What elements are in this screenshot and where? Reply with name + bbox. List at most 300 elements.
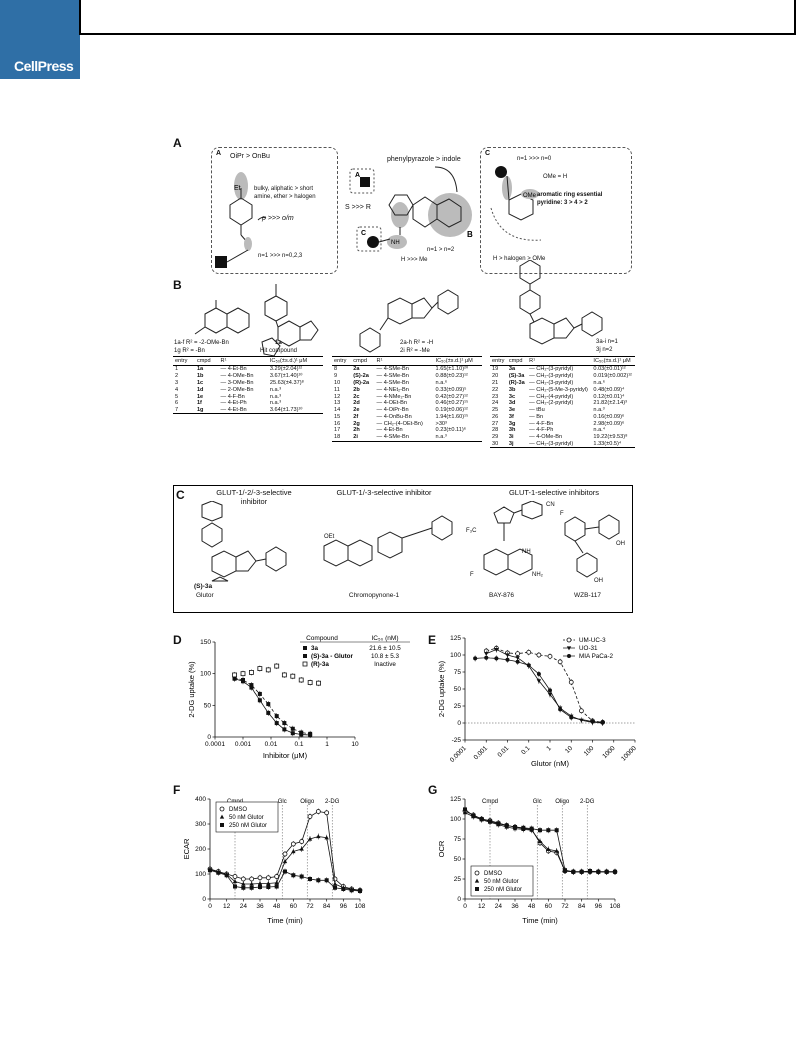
x-tick-label: 48 [528, 903, 536, 910]
table2-row [332, 393, 482, 400]
data-point [538, 828, 542, 832]
data-point [316, 810, 320, 814]
data-point [300, 875, 304, 879]
x-tick-label: 108 [354, 903, 366, 910]
table2-row [332, 380, 482, 387]
table3-row [490, 441, 635, 448]
legend-marker [567, 646, 571, 650]
table1-label-line2: 1g R² = -Bn [174, 348, 205, 354]
injection-label: 2-DG [580, 799, 595, 805]
data-point [484, 656, 488, 660]
y-tick-label: 100 [450, 816, 461, 823]
data-point [291, 842, 295, 846]
table3-cell: n.a.⁶ [593, 379, 606, 386]
data-point [258, 667, 262, 671]
x-tick-label: 0.001 [234, 741, 252, 748]
table2-cell: — 4-SMe-Bn [376, 366, 409, 373]
x-tick-label: 108 [609, 903, 621, 910]
legend-header-compound: Compound [306, 635, 338, 642]
data-point [530, 827, 534, 831]
y-axis-label: 2-DG uptake (%) [437, 660, 446, 718]
panel-label-c: C [176, 488, 185, 502]
table3-cell: — 4-F-Ph [529, 427, 554, 434]
sar-box-c-structure [481, 148, 631, 273]
x-tick-label: 0.0001 [205, 741, 225, 748]
wzb117-sub2: OH [616, 541, 625, 547]
table3-cell: 23 [492, 393, 499, 400]
sar-box-a-sub: Et [234, 185, 241, 192]
data-point [291, 674, 295, 678]
table3-cell: (S)-3a [508, 373, 525, 380]
legend-ic50: 21.6 ± 10.5 [369, 645, 401, 652]
table3-cell: 3j [507, 441, 527, 448]
series-fit [475, 658, 602, 723]
bay876-sub3: CN [546, 502, 555, 508]
table2-row [332, 373, 482, 380]
series-fit [486, 650, 602, 723]
inhibitor-title-glutor: GLUT-1/-2/-3-selective inhibitor [216, 488, 292, 506]
sar-box-c-line4: pyridine: 3 > 4 > 2 [537, 200, 588, 206]
table3-cell: — CH₂-(3-pyridyl) [529, 379, 574, 386]
table3-cell: 3b [508, 386, 516, 393]
x-tick-label: 0.001 [472, 744, 490, 762]
data-point [316, 834, 320, 838]
injection-label: Oligo [300, 799, 315, 805]
table2-label-line1: 2a-h R² = -H [400, 340, 434, 346]
y-axis-label: OCR [437, 840, 446, 858]
data-point [250, 877, 254, 881]
data-point [308, 815, 312, 819]
table1-row [173, 366, 323, 373]
y-tick-label: 50 [203, 702, 211, 710]
y-axis-label: ECAR [182, 838, 191, 860]
x-tick-label: 10 [564, 744, 575, 755]
sar-box-c-tag: C [485, 150, 491, 157]
data-point [579, 709, 583, 713]
x-tick-label: 0.1 [294, 741, 304, 748]
y-tick-label: 300 [195, 821, 206, 828]
data-point [596, 870, 600, 874]
table2-cell: 10 [334, 379, 341, 386]
data-point [308, 877, 312, 881]
x-tick-label: 24 [494, 903, 502, 910]
table1-cell: 1b [196, 373, 204, 380]
sar-center-tag-a: A [355, 172, 361, 179]
table3-cell: 3h [508, 427, 516, 434]
data-point [282, 721, 286, 725]
sar-box-c-line2: OMe = H [543, 174, 568, 180]
injection-label: Glc [277, 799, 287, 805]
data-point [358, 889, 362, 893]
data-point [241, 877, 245, 881]
table3-cell: 3e [508, 407, 516, 414]
table2-cell: 18 [332, 434, 351, 441]
data-point [291, 727, 295, 731]
data-point [591, 720, 595, 724]
y-tick-label: 200 [195, 846, 206, 853]
x-tick-label: 0 [208, 903, 212, 910]
table2-cell: — CH₂-(4-OEt-Bn) [376, 420, 423, 427]
y-tick-label: 100 [200, 670, 211, 678]
table1-cell: — 3-OMe-Bn [220, 379, 254, 386]
wzb117-sub3: OH [594, 578, 603, 584]
data-point [308, 733, 312, 737]
x-tick-label: 96 [594, 903, 602, 910]
table3-cell: — CH₂-(5-Me-3-pyridyl) [529, 386, 588, 393]
legend-ic50: Inactive [374, 661, 396, 668]
data-point [266, 711, 270, 715]
table3-cell: n.a.³ [593, 407, 605, 414]
table3-cell: 0.019(±0.002)¹² [593, 373, 632, 380]
data-point [605, 870, 609, 874]
table2-cell: — 4-SMe-Bn [375, 434, 434, 441]
legend-label: (S)-3a - Glutor [311, 653, 353, 660]
y-tick-label: 125 [450, 796, 461, 803]
table2-row [332, 413, 482, 420]
series-1 [208, 834, 362, 894]
data-point [513, 825, 517, 829]
table2-cell: 8 [334, 366, 338, 373]
table2-cell: (R)-2a [353, 379, 370, 386]
x-tick-label: 60 [544, 903, 552, 910]
table3-row [490, 427, 635, 434]
data-point [249, 670, 253, 674]
table1-cell: 25.63(±4.37)⁸ [269, 379, 304, 386]
chart-e [435, 630, 645, 770]
data-point [601, 720, 605, 724]
table3-cell: — 4-F-Bn [529, 420, 554, 427]
table3-cell: — tBu [529, 407, 545, 414]
sar-center-tag-b: B [467, 230, 473, 239]
table2-cell: — 4-OEt-Bn [376, 400, 408, 407]
table2-cell: n.a.³ [434, 434, 482, 441]
x-axis-label: Time (min) [522, 916, 558, 925]
table2-cell: 2c [353, 393, 360, 400]
x-tick-label: 1 [545, 744, 553, 753]
x-tick-label: 36 [511, 903, 519, 910]
chromopynone-name: Chromopynone-1 [348, 592, 400, 599]
legend-marker [303, 662, 307, 666]
table2-label-line2: 2i R² = -Me [400, 348, 430, 354]
injection-label: Oligo [555, 799, 570, 805]
table3-row [490, 386, 635, 393]
data-point [480, 817, 484, 821]
table2-cell: — 4-OiPr-Bn [376, 407, 409, 414]
table2-row [332, 420, 482, 427]
data-point [291, 873, 295, 877]
sar-box-c [480, 147, 632, 274]
series-fit [235, 678, 311, 734]
table2-cell: — 4-Et-Bn [376, 427, 403, 434]
journal-brand: CellPress [14, 58, 74, 74]
chromopynone-sub: OEt [324, 534, 335, 540]
data-point [496, 822, 500, 826]
table2-row [332, 427, 482, 434]
y-tick-label: 150 [200, 639, 211, 646]
data-point [333, 886, 337, 890]
table2-cell: 12 [334, 393, 341, 400]
table3-row [490, 393, 635, 400]
table1-header: cmpd [195, 357, 219, 366]
glutor-structure [184, 501, 304, 586]
x-tick-label: 0 [463, 903, 467, 910]
y-tick-label: 75 [453, 669, 461, 676]
y-tick-label: 100 [195, 871, 206, 878]
table2-row [332, 407, 482, 414]
table3-cell: 30 [490, 441, 507, 448]
x-tick-label: 10000 [620, 744, 638, 763]
table2-cell: 2b [353, 386, 360, 393]
data-point [563, 868, 567, 872]
y-axis-label: 2-DG uptake (%) [187, 661, 196, 718]
y-tick-label: 0 [202, 896, 206, 903]
x-axis-label: Glutor (nM) [531, 759, 569, 768]
sar-center-line1: phenylpyrazole > indole [387, 156, 461, 163]
y-tick-label: 75 [453, 836, 461, 843]
data-point [537, 672, 541, 676]
table1-cell: 1d [196, 386, 204, 393]
table2-cell: 17 [334, 427, 341, 434]
table3-row [490, 420, 635, 427]
sar-box-a-line4: p >>> o/m [262, 215, 294, 222]
table3-cell: 27 [492, 420, 499, 427]
sar-box-a-tag: A [216, 150, 222, 157]
table1-label-line1: 1a-f R² = -2-OMe-Bn [174, 340, 229, 346]
table1-row [173, 407, 323, 414]
sar-box-c-line1: n=1 >>> n=0 [517, 156, 552, 162]
data-point [241, 886, 245, 890]
table2-cell: 2f [353, 413, 359, 420]
data-point [275, 664, 279, 668]
bay876-sub1: F₃C [466, 528, 477, 534]
table3-cell: 1.33(±0.5)⁴ [591, 441, 635, 448]
legend-label: MIA PaCa-2 [579, 653, 613, 660]
x-tick-label: 100 [582, 744, 596, 758]
table2-row [332, 366, 482, 373]
x-tick-label: 84 [578, 903, 586, 910]
table2-header: entry [332, 357, 351, 366]
y-tick-label: 125 [450, 635, 461, 642]
data-point [258, 692, 262, 696]
series-2 [233, 663, 321, 686]
table3-cell: 0.16(±0.09)⁶ [593, 413, 625, 420]
x-tick-label: 72 [561, 903, 569, 910]
table1-cell: 7 [173, 407, 195, 414]
data-point [283, 852, 287, 856]
table1-row [173, 400, 323, 407]
table2-cell: 2i [351, 434, 374, 441]
table3-cell: 24 [492, 400, 499, 407]
table3-header: entry [490, 357, 507, 366]
chart-g [435, 785, 645, 930]
bay876-sub4: F [470, 572, 474, 578]
data-point [225, 873, 229, 877]
legend-header-ic50: IC₅₀ (nM) [371, 635, 399, 642]
table3-cell: 3g [508, 420, 516, 427]
y-tick-label: 100 [450, 652, 461, 659]
data-point [473, 656, 477, 660]
data-point [521, 826, 525, 830]
data-point [266, 668, 270, 672]
table2-row [332, 400, 482, 407]
data-point [266, 702, 270, 706]
panel-label-e: E [428, 633, 437, 647]
table1-header: entry [173, 357, 195, 366]
legend-marker [303, 654, 307, 658]
table3-cell: 3a [508, 366, 516, 373]
y-tick-label: 25 [453, 876, 461, 883]
table3-cell: 29 [492, 434, 499, 441]
table1-cell: 4 [175, 386, 179, 393]
table2-header: R¹ [375, 357, 434, 366]
table2-cell: 15 [334, 413, 341, 420]
x-tick-label: 1 [325, 741, 329, 748]
series-2 [473, 655, 604, 726]
legend-ic50: 10.8 ± 5.3 [371, 653, 399, 660]
data-point [471, 814, 475, 818]
x-tick-label: 24 [239, 903, 247, 910]
y-tick-label: 0 [457, 720, 461, 727]
table2-cell: (S)-2a [353, 373, 369, 380]
table3-cell: 26 [492, 413, 499, 420]
data-point [569, 716, 573, 720]
table3-cell: — CH₂-(3-pyridyl) [527, 441, 591, 448]
glutor-cpd: (S)-3a [194, 583, 213, 590]
table3-row [490, 400, 635, 407]
table2-cell: 0.23(±0.11)⁶ [435, 427, 467, 434]
data-point [233, 875, 237, 879]
x-axis-label: Inhibitor (μM) [262, 751, 308, 760]
table3-cell: 2.98(±0.09)⁶ [593, 420, 625, 427]
legend-label: 50 nM Glutor [229, 815, 264, 821]
table3-row [490, 434, 635, 441]
table3-cell: 25 [492, 407, 499, 414]
table3-header-row [490, 357, 635, 366]
data-point [325, 811, 329, 815]
legend-label: (R)-3a [311, 661, 329, 668]
table3-cell: 28 [492, 427, 499, 434]
data-point [249, 686, 253, 690]
table2-row [332, 386, 482, 393]
table2-cell: 11 [334, 386, 340, 393]
data-point [527, 663, 531, 667]
data-point [266, 885, 270, 889]
data-point [282, 727, 286, 731]
legend-label: DMSO [484, 871, 502, 877]
y-tick-label: -25 [451, 737, 461, 744]
y-tick-label: 400 [195, 796, 206, 803]
table1-cell: — 4-Et-Bn [220, 366, 247, 373]
table1-cell: 1e [196, 393, 204, 400]
legend-marker [475, 871, 479, 875]
table3-cell: 19.22(±9.53)⁸ [593, 434, 628, 441]
table3-row [490, 413, 635, 420]
data-point [258, 885, 262, 889]
table1-cell: 5 [175, 393, 179, 400]
data-point [571, 870, 575, 874]
table2-cell: 0.33(±0.09)⁵ [435, 386, 467, 393]
table3-row [490, 373, 635, 380]
panel-label-d: D [173, 633, 182, 647]
sar-box-a-line5: n=1 >>> n=0,2,3 [258, 253, 303, 259]
data-point [558, 707, 562, 711]
table2-cell: 16 [334, 420, 341, 427]
inhibitor-title-chromopynone: GLUT-1/-3-selective inhibitor [336, 488, 432, 497]
data-point [463, 807, 467, 811]
table3-cell: — CH₂-(2-pyridyl) [529, 400, 574, 407]
data-point [527, 650, 531, 654]
legend-label: 250 nM Glutor [229, 823, 268, 829]
x-tick-label: 1000 [601, 744, 617, 761]
table1-row [173, 373, 323, 380]
table1-cell: — 4-Et-Bn [219, 407, 268, 414]
x-tick-label: 0.0001 [448, 744, 468, 764]
table3-cell: 19 [492, 366, 499, 373]
table3-cell: 3i [508, 434, 514, 441]
y-tick-label: 0 [207, 734, 211, 741]
page-header-bar [79, 0, 796, 35]
x-tick-label: 0.01 [496, 744, 511, 759]
wzb117-sub1: F [560, 511, 564, 517]
table1-cell: 3 [175, 379, 179, 386]
data-point [316, 878, 320, 882]
table1-cell: 6 [175, 400, 179, 407]
table2-cell: 1.94(±1.60)¹⁵ [435, 413, 469, 420]
data-point [506, 658, 510, 662]
data-point [275, 714, 279, 718]
legend-label: 50 nM Glutor [484, 879, 519, 885]
data-point [258, 698, 262, 702]
panel-label-a: A [173, 136, 182, 150]
table2-cell: 0.19(±0.06)¹² [435, 407, 468, 414]
table1 [173, 356, 323, 414]
legend-marker [567, 638, 571, 642]
x-tick-label: 12 [223, 903, 231, 910]
table1-cell: 3.29(±2.04)¹² [269, 366, 303, 373]
table2-cell: 2h [353, 427, 360, 434]
table1-cell: 3.64(±1.73)¹⁰ [268, 407, 323, 414]
table3 [490, 356, 635, 448]
table3-cell: — CH₂-(4-pyridyl) [529, 393, 574, 400]
inhibitor-panel [173, 485, 633, 613]
sar-center-nh: NH [391, 240, 400, 246]
inhibitor-title-glut1: GLUT-1-selective inhibitors [508, 488, 600, 497]
table3-row [490, 380, 635, 387]
table2-cell: — 4-OnBu-Bn [376, 413, 412, 420]
table1-cell: n.a.³ [269, 393, 282, 400]
table1-row [173, 386, 323, 393]
table1-cell: 1a [196, 366, 204, 373]
y-tick-label: 25 [453, 703, 461, 710]
table3-cell: — 4-OMe-Bn [529, 434, 563, 441]
table3-cell: 3c [508, 393, 516, 400]
sar-box-a-line2: bulky, aliphatic > short [254, 186, 314, 192]
table2-cell: 1.65(±1.10)²⁰ [435, 366, 469, 373]
table1-cell: 2 [175, 373, 179, 380]
table2-cell: 2a [353, 366, 360, 373]
sar-center-line3: n=1 > n=2 [427, 247, 455, 253]
data-point [291, 731, 295, 735]
table1-cell: — 4-F-Bn [220, 393, 245, 400]
data-point [494, 656, 498, 660]
sar-center-tag-c: C [361, 230, 367, 237]
data-point [588, 869, 592, 873]
data-point [613, 870, 617, 874]
x-tick-label: 84 [323, 903, 331, 910]
table2-cell: 13 [334, 400, 341, 407]
series-fit [235, 679, 311, 735]
table1-header: R¹ [219, 357, 268, 366]
